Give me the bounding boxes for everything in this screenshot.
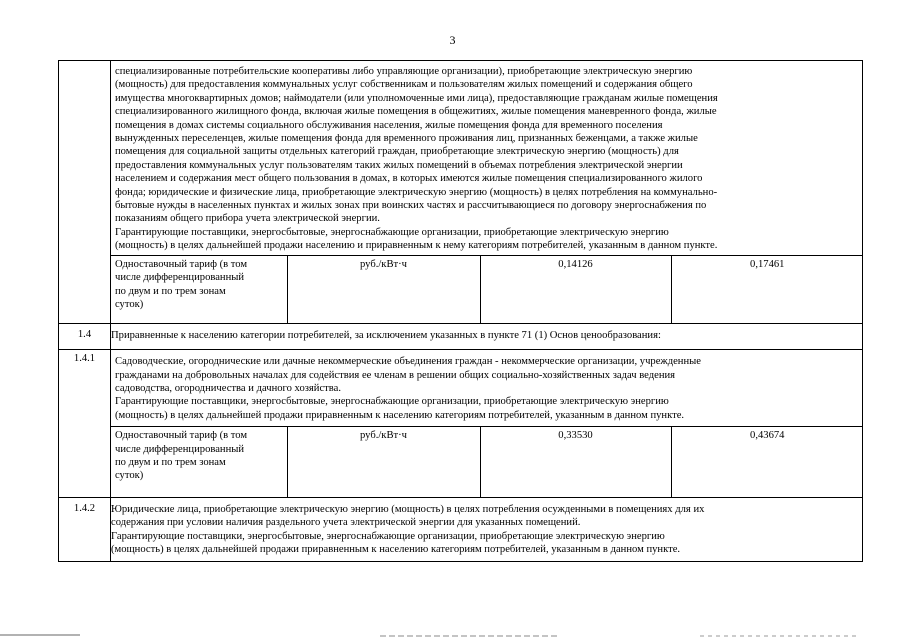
table-row bbox=[59, 497, 863, 562]
row-number: 1.4.1 bbox=[59, 350, 111, 498]
tariff-subtable bbox=[111, 255, 863, 324]
table-row bbox=[59, 350, 863, 498]
page-number: 3 bbox=[449, 33, 456, 47]
scan-edge-artifact bbox=[0, 630, 905, 640]
tariff-label: Одноставочный тариф (в том числе дифференцированный по двум и по трем зонам суток) bbox=[111, 255, 287, 323]
row-number: 1.4 bbox=[59, 324, 111, 350]
tariff-label: Одноставочный тариф (в том числе дифференцированный по двум и по трем зонам суток) bbox=[111, 427, 287, 497]
table-row bbox=[59, 61, 863, 324]
tariff-value-2: 0,17461 bbox=[671, 255, 863, 323]
table-row bbox=[59, 324, 863, 350]
category-description: специализированные потребительские кооперативы либо управляющие организации), приобретающие электрическую энергию (мощность) для предоставления коммунальных услуг собственникам и пользователям жилых помещений и содержания общего имущества многоквартирных домов; наймодатели (или уполномоченные ими лица), предоставляющие гражданам жилые помещения специализированного жилищного фонда, включая жилые помещения в общежитиях, жилые помещения маневренного фонда, жилые помещения в домах системы социального обслуживания населения, жилые помещения фонда для временного поселения вынужденных переселенцев, жилые помещения фонда для временного проживания лиц, признанных беженцами, а также жилые помещения для социальной защиты отдельных категорий граждан, приобретающие электрическую энергию (мощность) для предоставления коммунальных услуг пользователям таких жилых помещений в объемах потребления электрической энергии населением и содержания мест общего пользования в домах, в которых имеются жилые помещения специализированного жилого фонда; юридические и физические лица, приобретающие электрическую энергию (мощность) в целях потребления на коммунально- бытовые нужды в населенных пунктах и жилых зонах при воинских частях и рассчитывающиеся по договору энергоснабжения по показаниям общего прибора учета электрической энергии. Гарантирующие поставщики, энергосбытовые, энергоснабжающие организации, приобретающие электрическую энергию (мощность) в целях дальнейшей продажи населению и приравненным к нему категориям потребителей, указанным в данном пункте. bbox=[115, 66, 718, 252]
row-number bbox=[59, 61, 111, 324]
tariff-subtable bbox=[111, 426, 863, 497]
category-description: Юридические лица, приобретающие электрическую энергию (мощность) в целях потребления осужденными в помещениях для их содержания при условии наличия раздельного учета электрической энергии для указанных помещений. Гарантирующие поставщики, энергосбытовые, энергоснабжающие организации, приобретающие электрическую энергию (мощность) в целях дальнейшей продажи приравненным к населению категориям потребителей, указанным в данном пункте. bbox=[111, 497, 863, 562]
tariff-value-1: 0,33530 bbox=[480, 427, 671, 497]
tariff-unit: руб./кВт·ч bbox=[287, 255, 480, 323]
tariff-unit: руб./кВт·ч bbox=[287, 427, 480, 497]
tariff-value-2: 0,43674 bbox=[671, 427, 863, 497]
category-description: Садоводческие, огороднические или дачные некоммерческие объединения граждан - некоммерческие организации, учрежденные гражданами на добровольных началах для содействия ее членам в решении общих социально-хозяйственных задач ведения садоводства, огородничества и дачного хозяйства. Гарантирующие поставщики, энергосбытовые, энергоснабжающие организации, приобретающие электрическую энергию (мощность) в целях дальнейшей продажи приравненным к населению категориям потребителей, указанным в данном пункте. bbox=[115, 356, 701, 421]
tariff-value-1: 0,14126 bbox=[480, 255, 671, 323]
category-description: Приравненные к населению категории потребителей, за исключением указанных в пункте 71 (1) Основ ценообразования: bbox=[111, 324, 863, 350]
row-number: 1.4.2 bbox=[59, 497, 111, 562]
tariff-table bbox=[58, 60, 863, 562]
